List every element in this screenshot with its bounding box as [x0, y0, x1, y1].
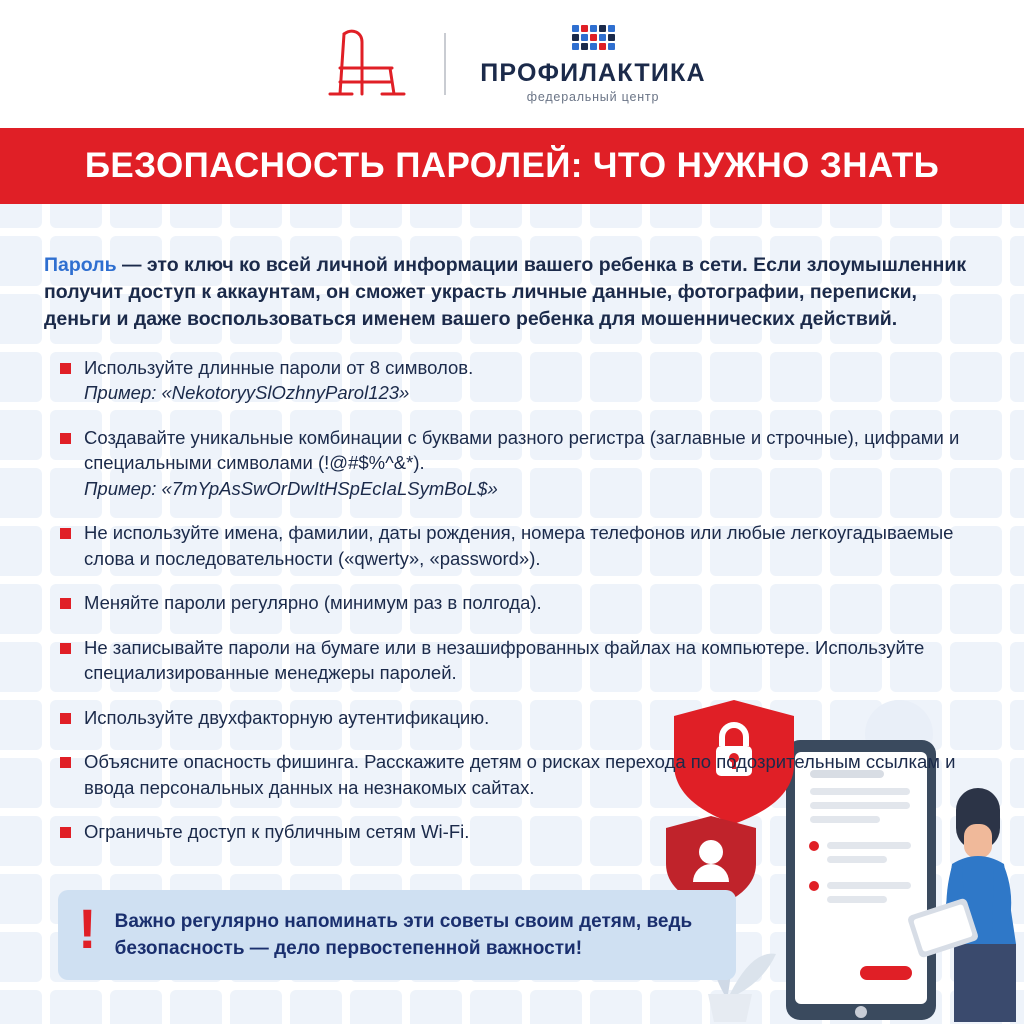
- brand-subtitle: федеральный центр: [526, 89, 660, 104]
- tip-example: Пример: «NekotoryySlOzhnyParol123»: [84, 382, 410, 403]
- header-divider: [444, 33, 446, 95]
- bullet-square-icon: [60, 363, 71, 374]
- tip-item: [44, 520, 980, 571]
- bullet-square-icon: [60, 643, 71, 654]
- important-note: [58, 890, 736, 980]
- bullet-square-icon: [60, 528, 71, 539]
- intro-paragraph: [44, 252, 980, 333]
- bullet-square-icon: [60, 827, 71, 838]
- tip-item: [44, 819, 980, 845]
- background-cell: [50, 990, 102, 1024]
- tip-item: [44, 425, 980, 502]
- tip-text: Не записывайте пароли на бумаге или в незашифрованных файлах на компьютере. Используйте специализированные менеджеры паролей.: [84, 636, 925, 683]
- background-cell: [290, 990, 342, 1024]
- content: [0, 204, 1024, 845]
- background-cell: [470, 990, 522, 1024]
- intro-lead-word: Пароль: [44, 253, 117, 276]
- tip-text: Меняйте пароли регулярно (минимум раз в полгода).: [84, 592, 542, 613]
- header: [0, 0, 1024, 128]
- background-cell: [590, 990, 642, 1024]
- bullet-square-icon: [60, 598, 71, 609]
- chair-logo-icon: [318, 24, 410, 104]
- tip-text: Создавайте уникальные комбинации с буквами разного регистра (заглавные и строчные), цифрами и специальными символами (!@#$%^&*).: [84, 426, 960, 473]
- exclamation-icon: !: [78, 897, 97, 960]
- tips-list: [44, 355, 980, 845]
- background-cell: [0, 990, 42, 1024]
- bullet-square-icon: [60, 713, 71, 724]
- tip-example: Пример: «7mYpAsSwOrDwItHSpEcIaLSymBoL$»: [84, 477, 498, 499]
- tip-text: Не используйте имена, фамилии, даты рождения, номера телефонов или любые легкоугадываемые слова и последовательности («qwerty», «password»).: [84, 522, 954, 569]
- background-cell: [170, 990, 222, 1024]
- bullet-square-icon: [60, 757, 71, 768]
- tip-item: [44, 705, 980, 731]
- tip-text: Используйте двухфакторную аутентификацию.: [84, 706, 490, 728]
- tip-item: [44, 355, 980, 406]
- brand-mark-icon: [572, 25, 615, 50]
- tip-item: [44, 590, 980, 616]
- title-band: [0, 128, 1024, 204]
- background-cell: [230, 990, 282, 1024]
- background-cell: [0, 874, 42, 924]
- background-cell: [110, 990, 162, 1024]
- tip-text: Объясните опасность фишинга. Расскажите детям о рисках перехода по подозрительным ссылкам и ввода персональных данных на незнакомых сайтах.: [84, 751, 956, 798]
- bullet-square-icon: [60, 433, 71, 444]
- background-cell: [410, 990, 462, 1024]
- note-text: Важно регулярно напоминать эти советы своим детям, ведь безопасность — дело первостепенной важности!: [114, 911, 693, 959]
- brand: [480, 25, 706, 104]
- background-cell: [0, 932, 42, 982]
- intro-text: — это ключ ко всей личной информации вашего ребенка в сети. Если злоумышленник получит доступ к аккаунтам, он сможет украсть личные данные, фотографии, переписки, деньги и даже воспользоваться именем вашего ребенка для мошеннических действий.: [44, 253, 967, 330]
- background-cell: [350, 990, 402, 1024]
- tip-item: [44, 635, 980, 686]
- brand-title: ПРОФИЛАКТИКА: [480, 58, 706, 87]
- tip-item: [44, 749, 980, 800]
- tip-text: Ограничьте доступ к публичным сетям Wi-Fi.: [84, 821, 470, 842]
- tip-text: Используйте длинные пароли от 8 символов.: [84, 356, 474, 378]
- background-cell: [530, 990, 582, 1024]
- page-title: БЕЗОПАСНОСТЬ ПАРОЛЕЙ: ЧТО НУЖНО ЗНАТЬ: [84, 146, 940, 185]
